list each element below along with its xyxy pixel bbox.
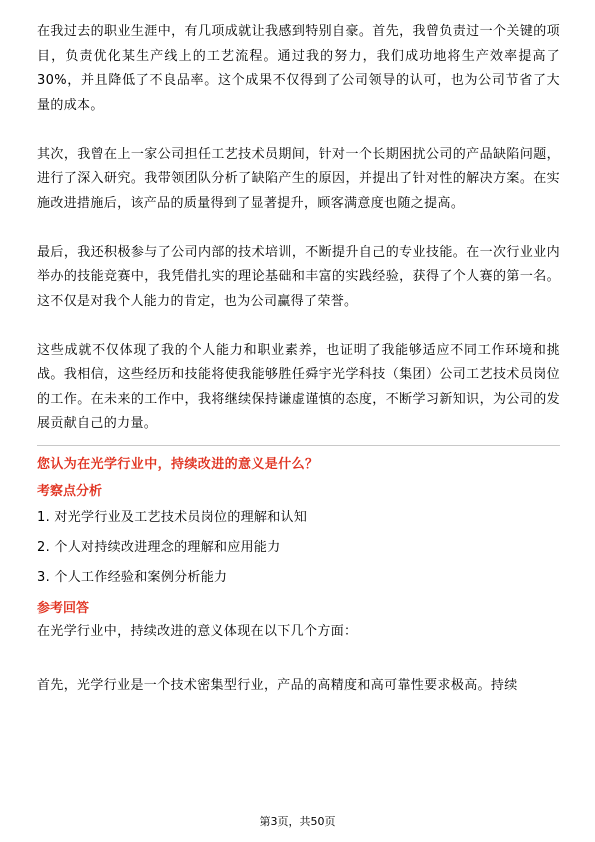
paragraph-2: 其次，我曾在上一家公司担任工艺技术员期间，针对一个长期困扰公司的产品缺陷问题，进行了深入研究。我带领团队分析了缺陷产生的原因，并提出了针对性的解决方案。在实施改进措施后，该产品的质量得到了显著提升，顾客满意度也随之提高。 xyxy=(37,146,560,211)
page-content xyxy=(37,20,560,698)
analysis-item-1: 1. 对光学行业及工艺技术员岗位的理解和认知 xyxy=(37,509,308,525)
reference-heading: 参考回答 xyxy=(37,600,90,616)
paragraph-4: 这些成就不仅体现了我的个人能力和职业素养，也证明了我能够适应不同工作环境和挑战。我相信，这些经历和技能将使我能够胜任舜宇光学科技（集团）公司工艺技术员岗位的工作。在未来的工作中，我将继续保持谦虚谨慎的态度，不断学习新知识，为公司的发展贡献自己的力量。 xyxy=(37,342,560,431)
reference-first: 首先，光学行业是一个技术密集型行业，产品的高精度和高可靠性要求极高。持续 xyxy=(37,677,518,693)
question-heading: 您认为在光学行业中，持续改进的意义是什么？ xyxy=(37,456,319,472)
analysis-item-3: 3. 个人工作经验和案例分析能力 xyxy=(37,569,228,585)
paragraph-1: 在我过去的职业生涯中，有几项成就让我感到特别自豪。首先，我曾负责过一个关键的项目，负责优化某生产线上的工艺流程。通过我的努力，我们成功地将生产效率提高了30%，并且降低了不良品率。这个成果不仅得到了公司领导的认可，也为公司节省了大量的成本。 xyxy=(37,24,560,113)
analysis-item-2: 2. 个人对持续改进理念的理解和应用能力 xyxy=(37,539,281,555)
reference-intro: 在光学行业中，持续改进的意义体现在以下几个方面： xyxy=(37,623,358,639)
analysis-heading: 考察点分析 xyxy=(37,483,103,499)
paragraph-3: 最后，我还积极参与了公司内部的技术培训，不断提升自己的专业技能。在一次行业业内举办的技能竞赛中，我凭借扎实的理论基础和丰富的实践经验，获得了个人赛的第一名。这不仅是对我个人能力的肯定，也为公司赢得了荣誉。 xyxy=(37,244,560,309)
page-footer: 第3页，共50页 xyxy=(259,815,336,828)
section-divider xyxy=(37,445,560,446)
